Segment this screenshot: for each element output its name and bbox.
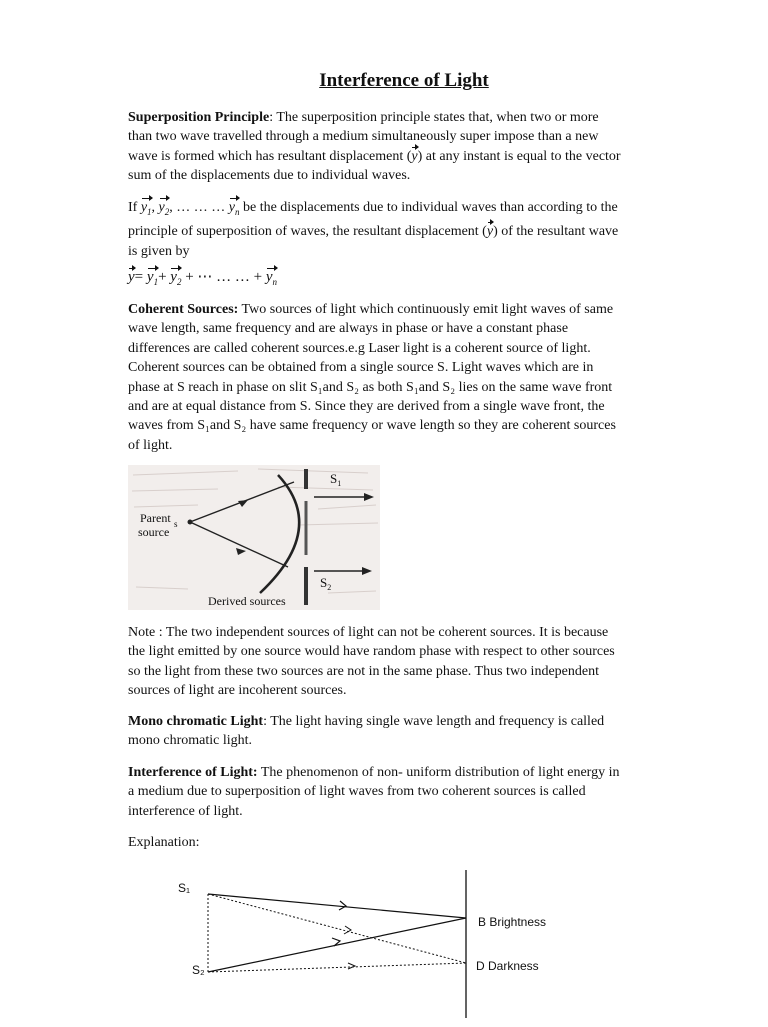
interference-line-2: a medium due to superposition of light waves from two coherent sources is called xyxy=(128,784,586,800)
interference-line-3: interference of light. xyxy=(128,803,243,819)
note-line-2: the light emitted by one source would have random phase with respect to other sources xyxy=(128,644,615,660)
mono-line-2: mono chromatic light. xyxy=(128,733,253,749)
s1-out-arrowhead xyxy=(364,493,374,501)
s1-b-arrow xyxy=(339,901,346,910)
s1-point-label: S₁ xyxy=(178,881,191,895)
mono-heading: Mono chromatic Light xyxy=(128,714,264,729)
explanation-label: Explanation: xyxy=(128,835,200,850)
s1-to-d-ray xyxy=(208,894,466,963)
s2-to-b-ray xyxy=(208,918,466,972)
coherent-heading: Coherent Sources: xyxy=(128,302,239,317)
s1-d-arrow xyxy=(344,926,351,934)
coherent-line-8: of light. xyxy=(128,437,173,453)
interference-figure xyxy=(170,866,590,1022)
s1-to-b-ray xyxy=(208,894,466,918)
note-line-3: so the light from these two sources are not in the same phase. Thus two independent xyxy=(128,663,599,679)
s2-out-arrowhead xyxy=(362,567,372,575)
superposition-heading: Superposition Principle xyxy=(128,110,270,125)
displacement-paragraph xyxy=(128,198,676,261)
coherent-sources-figure xyxy=(128,465,380,610)
page-title: Interference of Light xyxy=(319,70,489,91)
coherent-line-4: Coherent sources can be obtained from a single source S. Light waves which are in xyxy=(128,360,594,376)
s1-label: $S_1$ xyxy=(330,471,342,488)
superposition-line-3b: ) at any instant is equal to the vector xyxy=(417,148,621,164)
note-line-1: Note : The two independent sources of light can not be coherent sources. It is because xyxy=(128,625,609,640)
s2-label: $S_2$ xyxy=(320,575,332,592)
displacement-line-2b: ) of the resultant wave xyxy=(493,224,619,240)
interference-line-1: The phenomenon of non- uniform distribution of light energy in xyxy=(257,765,620,780)
lower-ray xyxy=(190,522,288,567)
coherent-line-1: Two sources of light which continuously emit light waves of same xyxy=(238,302,614,317)
brightness-label: B Brightness xyxy=(478,915,547,929)
interference-paragraph xyxy=(128,763,676,821)
displacement-list-formula: $y_1$, $y_2$, … … … $y_n$ xyxy=(141,200,240,215)
s-label: s xyxy=(174,519,178,529)
s2-d-arrow xyxy=(348,963,355,969)
superposition-line-1: : The superposition principle states that, when two or more xyxy=(269,110,599,125)
displacement-line-3: is given by xyxy=(128,243,190,259)
mono-line-1: : The light having single wave length and frequency is called xyxy=(263,714,605,729)
parent-source-dot xyxy=(188,520,193,525)
superposition-paragraph xyxy=(128,108,676,186)
coherent-line-2: wave length, same frequency and are always in phase or have a constant phase xyxy=(128,321,569,337)
y-vector-symbol: y xyxy=(411,147,417,166)
coherent-line-3: differences are called coherent sources.e.g Laser light is a coherent source of light. xyxy=(128,340,591,356)
coherent-line-6: and are at equal distance from S. Since they are derived from a single wave front, the xyxy=(128,399,605,415)
monochromatic-paragraph xyxy=(128,712,676,751)
superposition-line-3a: wave is formed which has resultant displacement ( xyxy=(128,148,412,164)
s2-point-label: S₂ xyxy=(192,963,205,977)
coherent-line-7: waves from S₁and S₂ have same frequency or wave length so they are coherent sources xyxy=(128,418,616,434)
source-label: source xyxy=(138,525,170,539)
derived-sources-label: Derived sources xyxy=(208,594,286,608)
lower-ray-arrow xyxy=(236,548,246,555)
parent-label: Parent xyxy=(140,511,171,525)
superposition-line-2: than two wave travelled through a medium simultaneously super impose than a new xyxy=(128,129,599,145)
coherent-line-5: phase at S reach in phase on slit S₁and S₂ as both S₁and S₂ lies on the same wave front xyxy=(128,379,613,395)
coherent-sources-diagram xyxy=(128,465,380,610)
superposition-formula: $y= y_1+ y_2$ + ⋯ … … + $y_n$ xyxy=(128,268,676,292)
y-vector-symbol-2: y xyxy=(487,222,493,241)
darkness-label: D Darkness xyxy=(476,959,539,973)
superposition-line-4: sum of the displacements due to individual waves. xyxy=(128,168,411,184)
interference-diagram xyxy=(170,866,590,1022)
displacement-line-2a: principle of superposition of waves, the resultant displacement ( xyxy=(128,224,487,240)
if-text: If xyxy=(128,200,141,215)
note-line-4: sources of light are incoherent sources. xyxy=(128,683,347,699)
coherent-sources-paragraph xyxy=(128,300,676,455)
if-text-rest: be the displacements due to individual waves than according to the xyxy=(239,200,618,215)
interference-heading: Interference of Light: xyxy=(128,765,258,780)
note-paragraph xyxy=(128,623,676,701)
